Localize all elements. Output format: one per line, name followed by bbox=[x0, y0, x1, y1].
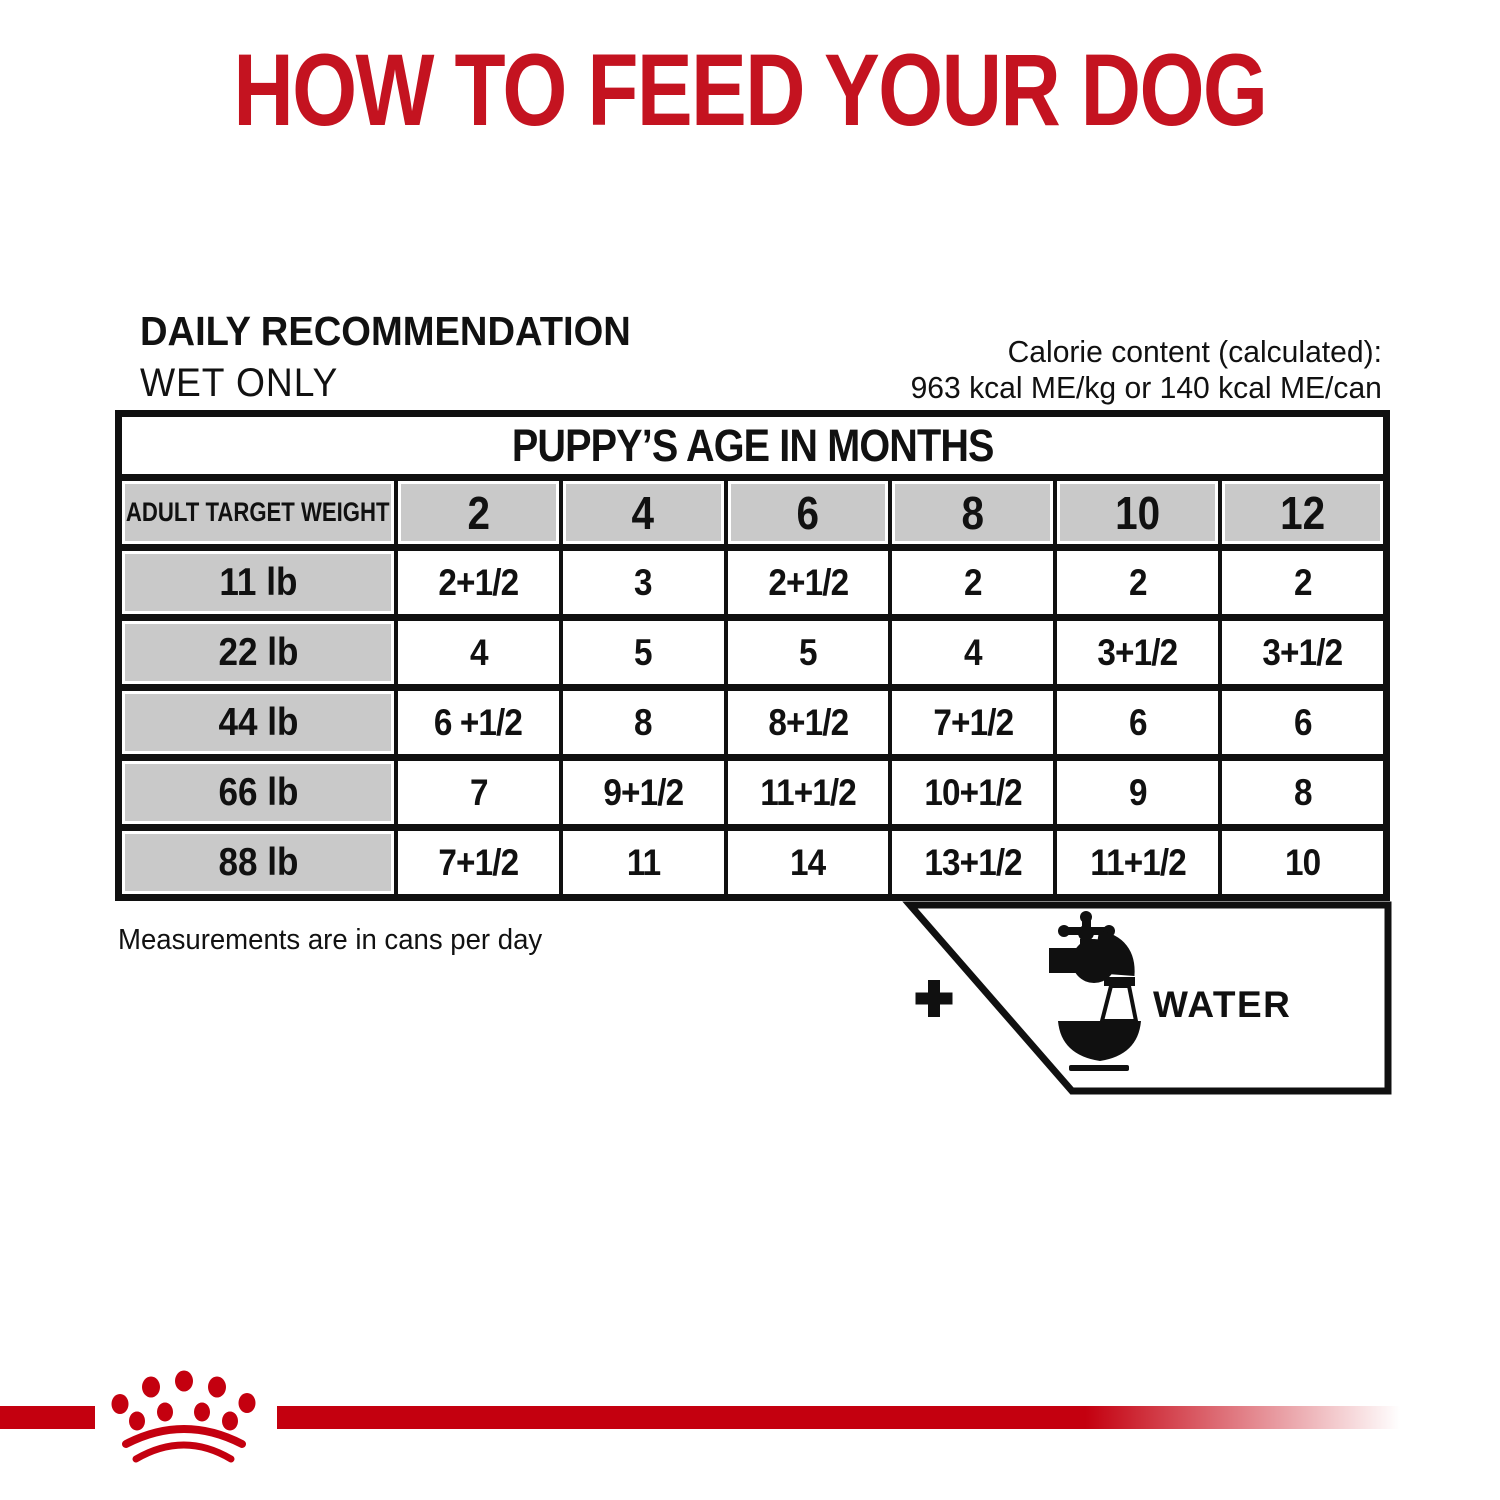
value-cell-r3-c4 bbox=[1053, 761, 1218, 824]
calorie-line2: 963 kcal ME/kg or 140 kcal ME/can bbox=[910, 370, 1382, 405]
value-cell-r3-c1-text: 9+1/2 bbox=[603, 771, 684, 813]
value-cell-r3-c3-text: 10+1/2 bbox=[924, 771, 1022, 813]
value-cell-r1-c1 bbox=[559, 621, 724, 684]
age-col-2 bbox=[394, 481, 559, 544]
value-cell-r4-c4-text: 11+1/2 bbox=[1089, 841, 1186, 883]
value-cell-r1-c3-text: 4 bbox=[964, 631, 982, 673]
age-col-8-text: 8 bbox=[961, 486, 985, 539]
plus-icon bbox=[916, 980, 953, 1017]
section-heading-line2: WET ONLY bbox=[140, 361, 339, 405]
age-col-4 bbox=[559, 481, 724, 544]
value-cell-r4-c2 bbox=[724, 831, 889, 894]
value-cell-r2-c1-text: 8 bbox=[634, 701, 653, 743]
water-badge-outline bbox=[910, 905, 1388, 1091]
value-cell-r0-c0-text: 2+1/2 bbox=[438, 561, 519, 603]
weight-cell-text: 88 lb bbox=[218, 840, 298, 884]
weight-cell bbox=[122, 761, 394, 824]
age-col-10 bbox=[1053, 481, 1218, 544]
value-cell-r4-c3-text: 13+1/2 bbox=[924, 841, 1022, 883]
value-cell-r0-c1 bbox=[559, 551, 724, 614]
weight-cell bbox=[122, 691, 394, 754]
value-cell-r0-c4 bbox=[1053, 551, 1218, 614]
value-cell-r2-c0 bbox=[394, 691, 559, 754]
table-footnote: Measurements are in cans per day bbox=[118, 924, 543, 956]
weight-cell-text: 66 lb bbox=[218, 770, 298, 814]
value-cell-r2-c5-text: 6 bbox=[1293, 701, 1312, 743]
age-col-6 bbox=[724, 481, 889, 544]
value-cell-r4-c5-text: 10 bbox=[1284, 841, 1321, 883]
red-stripe-left bbox=[0, 1406, 95, 1429]
table-body bbox=[122, 481, 1383, 894]
value-cell-r0-c1-text: 3 bbox=[634, 561, 653, 603]
table-header-row bbox=[122, 481, 1383, 544]
page-title: HOW TO FEED YOUR DOG bbox=[233, 33, 1267, 147]
section-heading-line1: DAILY RECOMMENDATION bbox=[140, 308, 631, 354]
value-cell-r4-c0-text: 7+1/2 bbox=[438, 841, 519, 883]
weight-cell-text: 11 lb bbox=[218, 560, 298, 604]
value-cell-r1-c0-text: 4 bbox=[469, 631, 488, 673]
age-col-2-text: 2 bbox=[467, 486, 490, 539]
weight-cell-text: 44 lb bbox=[218, 700, 298, 744]
value-cell-r3-c2-text: 11+1/2 bbox=[760, 771, 856, 813]
weight-cell bbox=[122, 621, 394, 684]
value-cell-r3-c5 bbox=[1218, 761, 1383, 824]
value-cell-r2-c4 bbox=[1053, 691, 1218, 754]
weight-cell bbox=[122, 831, 394, 894]
age-col-12 bbox=[1218, 481, 1383, 544]
age-col-4-text: 4 bbox=[631, 486, 655, 539]
value-cell-r4-c1-text: 11 bbox=[626, 841, 660, 883]
age-col-6-text: 6 bbox=[796, 486, 820, 539]
value-cell-r0-c5 bbox=[1218, 551, 1383, 614]
value-cell-r0-c3 bbox=[888, 551, 1053, 614]
section-heading bbox=[140, 310, 668, 413]
red-stripe-right bbox=[277, 1406, 1400, 1429]
table-row-44-lb bbox=[122, 684, 1383, 754]
value-cell-r4-c4 bbox=[1053, 831, 1218, 894]
weight-cell-text: 22 lb bbox=[218, 630, 298, 674]
calorie-content bbox=[896, 334, 1382, 406]
value-cell-r4-c0 bbox=[394, 831, 559, 894]
table-row-88-lb bbox=[122, 824, 1383, 894]
value-cell-r0-c2-text: 2+1/2 bbox=[768, 561, 848, 603]
value-cell-r2-c3 bbox=[888, 691, 1053, 754]
table-title-row bbox=[122, 417, 1383, 481]
value-cell-r3-c3 bbox=[888, 761, 1053, 824]
value-cell-r0-c3-text: 2 bbox=[964, 561, 982, 603]
value-cell-r3-c1 bbox=[559, 761, 724, 824]
table-row-11-lb bbox=[122, 544, 1383, 614]
royal-canin-crown-icon bbox=[95, 1368, 277, 1473]
value-cell-r1-c2-text: 5 bbox=[799, 631, 817, 673]
value-cell-r1-c0 bbox=[394, 621, 559, 684]
value-cell-r1-c5-text: 3+1/2 bbox=[1262, 631, 1343, 673]
value-cell-r4-c2-text: 14 bbox=[790, 841, 826, 883]
age-col-10-text: 10 bbox=[1115, 486, 1161, 539]
value-cell-r3-c0-text: 7 bbox=[469, 771, 488, 813]
value-cell-r2-c0-text: 6 +1/2 bbox=[434, 701, 523, 743]
value-cell-r2-c2 bbox=[724, 691, 889, 754]
value-cell-r4-c1 bbox=[559, 831, 724, 894]
value-cell-r2-c5 bbox=[1218, 691, 1383, 754]
row-header-cell-text: ADULT TARGET WEIGHT bbox=[126, 497, 390, 527]
value-cell-r1-c3 bbox=[888, 621, 1053, 684]
value-cell-r3-c4-text: 9 bbox=[1128, 771, 1147, 813]
value-cell-r1-c1-text: 5 bbox=[634, 631, 653, 673]
value-cell-r2-c2-text: 8+1/2 bbox=[768, 701, 848, 743]
table-row-22-lb bbox=[122, 614, 1383, 684]
value-cell-r4-c5 bbox=[1218, 831, 1383, 894]
weight-cell bbox=[122, 551, 394, 614]
table-title: PUPPY’S AGE IN MONTHS bbox=[511, 419, 994, 471]
age-col-12-text: 12 bbox=[1280, 486, 1326, 539]
value-cell-r0-c2 bbox=[724, 551, 889, 614]
value-cell-r1-c4 bbox=[1053, 621, 1218, 684]
value-cell-r0-c4-text: 2 bbox=[1128, 561, 1147, 603]
value-cell-r3-c0 bbox=[394, 761, 559, 824]
row-header-cell bbox=[122, 481, 394, 544]
value-cell-r2-c3-text: 7+1/2 bbox=[933, 701, 1013, 743]
table-row-66-lb bbox=[122, 754, 1383, 824]
value-cell-r2-c4-text: 6 bbox=[1128, 701, 1147, 743]
value-cell-r1-c4-text: 3+1/2 bbox=[1097, 631, 1178, 673]
value-cell-r3-c5-text: 8 bbox=[1293, 771, 1312, 813]
feeding-table bbox=[115, 410, 1390, 901]
water-label: WATER bbox=[1153, 984, 1292, 1025]
calorie-line1: Calorie content (calculated): bbox=[1007, 334, 1382, 369]
value-cell-r0-c0 bbox=[394, 551, 559, 614]
value-cell-r3-c2 bbox=[724, 761, 889, 824]
value-cell-r4-c3 bbox=[888, 831, 1053, 894]
value-cell-r1-c5 bbox=[1218, 621, 1383, 684]
age-col-8 bbox=[888, 481, 1053, 544]
value-cell-r2-c1 bbox=[559, 691, 724, 754]
water-badge bbox=[900, 895, 1395, 1105]
value-cell-r1-c2 bbox=[724, 621, 889, 684]
value-cell-r0-c5-text: 2 bbox=[1293, 561, 1312, 603]
